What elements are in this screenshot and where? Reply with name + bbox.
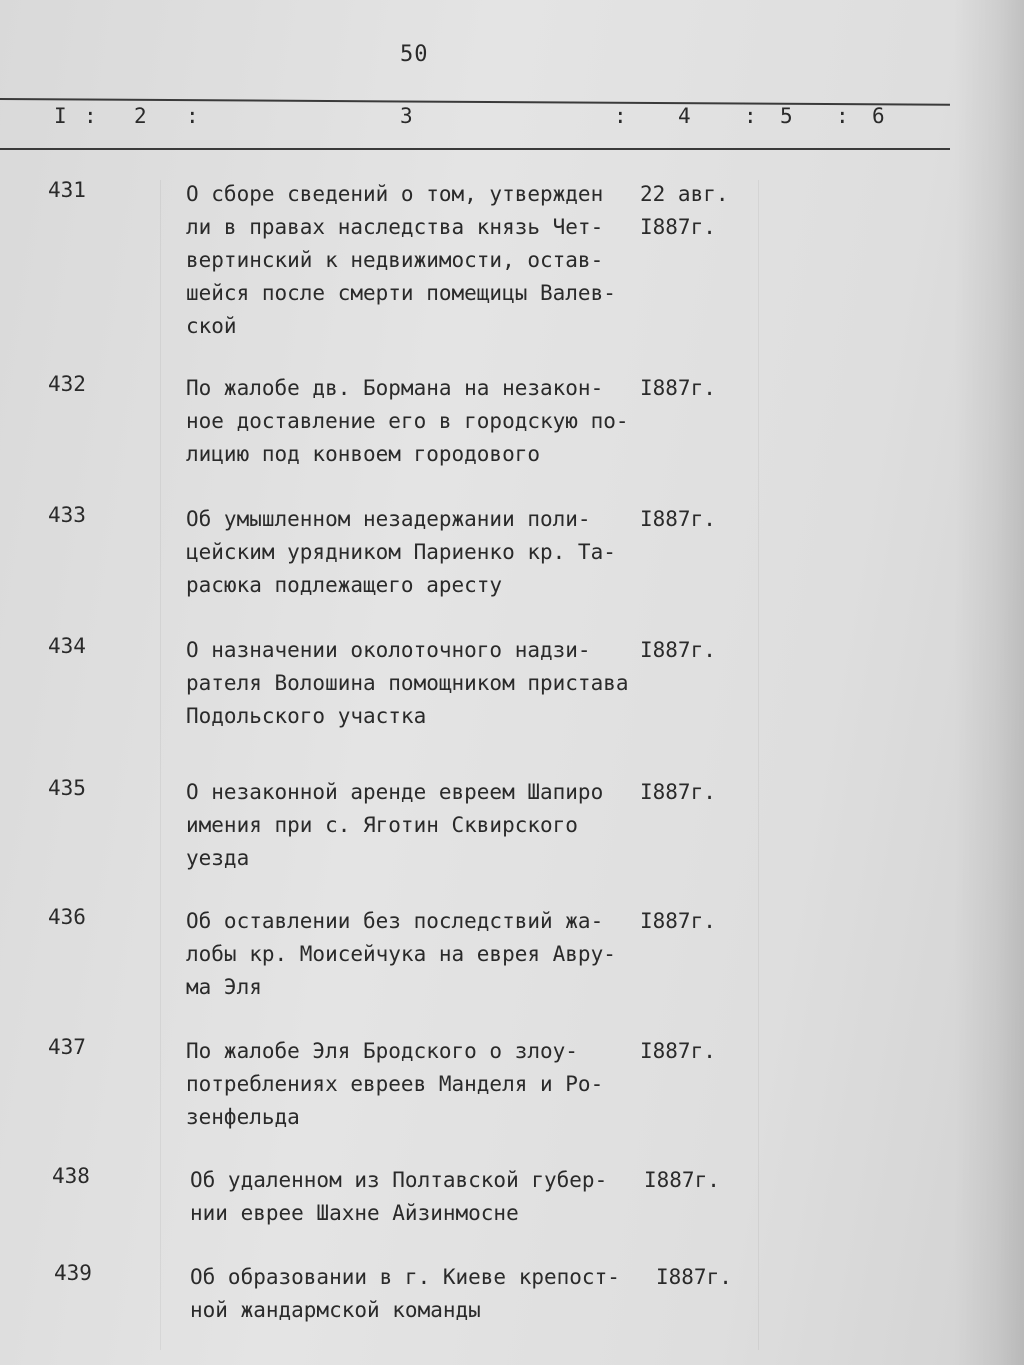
page-number: 50 <box>400 42 429 67</box>
entry-date: I887г. <box>640 507 716 531</box>
column-header-1: I <box>54 104 67 128</box>
entry-date: I887г. <box>640 376 716 400</box>
entry-date: I887г. <box>640 909 716 933</box>
entry-description: Об оставлении без последствий жа- лобы кр. Моисейчука на еврея Авру- ма Эля <box>186 909 616 999</box>
entry-number: 431 <box>48 178 86 202</box>
entry-number: 436 <box>48 905 86 929</box>
column-header-3: 3 <box>400 104 413 128</box>
entry-number: 437 <box>48 1035 86 1059</box>
entry-description: Об умышленном незадержании поли- цейским урядником Париенко кр. Та- расюка подлежащего аресту <box>186 507 616 597</box>
entry-number: 432 <box>48 372 86 396</box>
column-header-separator: : <box>186 104 199 128</box>
entry-date: 22 авг. I887г. <box>640 182 729 239</box>
header-rule-bottom <box>0 148 950 150</box>
entry-number: 435 <box>48 776 86 800</box>
entry-description: О сборе сведений о том, утвержден ли в правах наследства князь Чет- вертинский к недвижимости, остав- шейся после смерти помещицы Валев- ской <box>186 182 616 338</box>
entry-number: 439 <box>54 1261 92 1285</box>
entry-date: I887г. <box>640 638 716 662</box>
entry-description: О незаконной аренде евреем Шапиро имения при с. Яготин Сквирского уезда <box>186 780 604 870</box>
entry-number: 434 <box>48 634 86 658</box>
entry-date: I887г. <box>640 1039 716 1063</box>
entry-description: О назначении околоточного надзи- рателя Волошина помощником пристава Подольского участка <box>186 638 629 728</box>
bleed-through-line <box>160 180 161 1350</box>
column-header-2: 2 <box>134 104 147 128</box>
entry-date: I887г. <box>640 780 716 804</box>
column-header-separator: : <box>84 104 97 128</box>
column-header-separator: : <box>744 104 757 128</box>
entry-date: I887г. <box>656 1265 732 1289</box>
column-header-separator: : <box>614 104 627 128</box>
entry-description: Об удаленном из Полтавской губер- нии еврее Шахне Айзинмосне <box>190 1168 608 1225</box>
column-header-separator: : <box>836 104 849 128</box>
column-header-4: 4 <box>678 104 691 128</box>
entry-description: По жалобе Эля Бродского о злоу- потреблениях евреев Манделя и Ро- зенфельда <box>186 1039 604 1129</box>
entry-description: По жалобе дв. Бормана на незакон- ное доставление его в городскую по- лицию под конвоем городового <box>186 376 629 466</box>
bleed-through-line <box>758 180 759 1350</box>
entry-description: Об образовании в г. Киеве крепост- ной жандармской команды <box>190 1265 620 1322</box>
entry-number: 438 <box>52 1164 90 1188</box>
entry-number: 433 <box>48 503 86 527</box>
entry-date: I887г. <box>644 1168 720 1192</box>
column-header-6: 6 <box>872 104 885 128</box>
column-header-5: 5 <box>780 104 793 128</box>
